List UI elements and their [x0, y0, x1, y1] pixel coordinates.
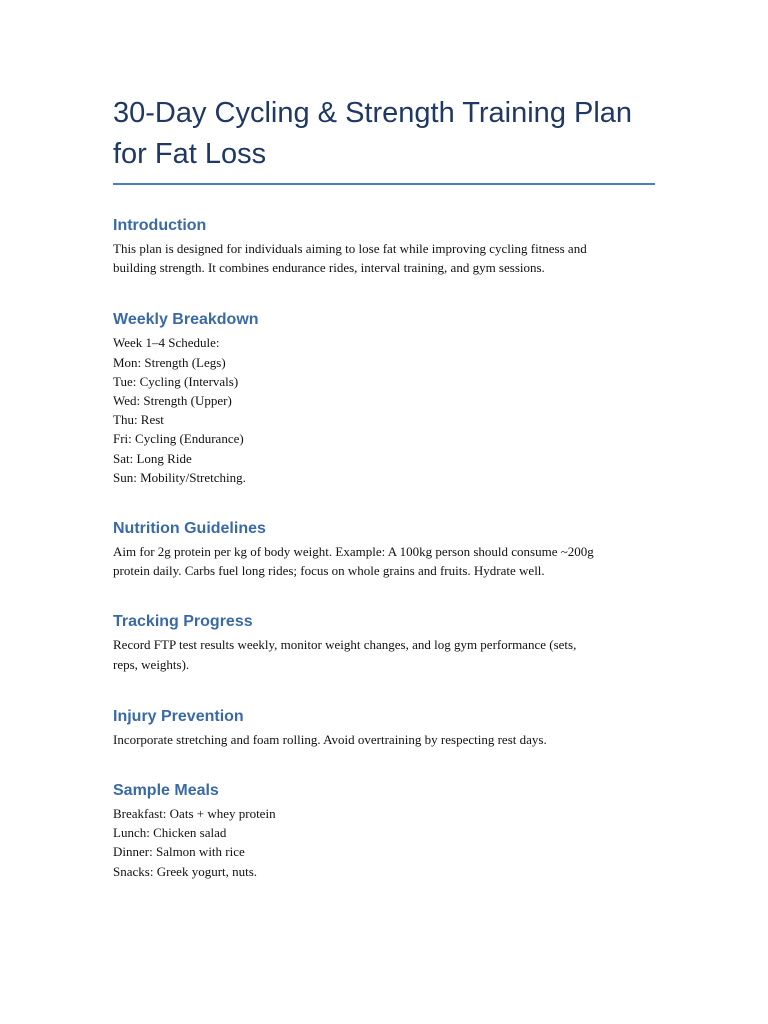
section-injury-prevention [113, 707, 655, 749]
section-heading-nutrition-guidelines: Nutrition Guidelines [113, 520, 266, 538]
section-tracking-progress [113, 612, 655, 673]
body-line: protein daily. Carbs fuel long rides; focus on whole grains and fruits. Hydrate well. [113, 563, 545, 579]
body-line: building strength. It combines endurance rides, interval training, and gym sessions. [113, 260, 545, 276]
section-heading-introduction: Introduction [113, 217, 207, 234]
body-line: This plan is designed for individuals aiming to lose fat while improving cycling fitness and [113, 241, 587, 256]
section-body-nutrition-guidelines [113, 542, 655, 580]
schedule-line: Sun: Mobility/Stretching. [113, 469, 246, 485]
schedule-line: Week 1–4 Schedule: [113, 335, 220, 351]
section-nutrition-guidelines [113, 519, 655, 580]
meal-line: Breakfast: Oats + whey protein [113, 806, 276, 822]
section-body-tracking-progress [113, 635, 655, 673]
section-body-introduction [113, 239, 655, 277]
schedule-line: Mon: Strength (Legs) [113, 354, 226, 370]
schedule-line: Tue: Cycling (Intervals) [113, 373, 239, 389]
document-page [113, 93, 655, 881]
section-heading-injury-prevention: Injury Prevention [113, 707, 244, 725]
schedule-line: Sat: Long Ride [113, 450, 192, 466]
document-title: 30-Day Cycling & Strength Training Plan for Fat Loss [113, 93, 655, 185]
meal-line: Lunch: Chicken salad [113, 825, 227, 841]
body-line: Aim for 2g protein per kg of body weight. Example: A 100kg person should consume ~200g [113, 544, 594, 560]
schedule-line: Fri: Cycling (Endurance) [113, 431, 244, 447]
section-introduction [113, 216, 655, 277]
section-body-injury-prevention [113, 730, 655, 749]
section-weekly-breakdown [113, 310, 655, 487]
meal-line: Snacks: Greek yogurt, nuts. [113, 863, 258, 879]
schedule-line: Wed: Strength (Upper) [113, 393, 232, 409]
body-line: Incorporate stretching and foam rolling. Avoid overtraining by respecting rest days. [113, 731, 547, 747]
section-heading-weekly-breakdown: Weekly Breakdown [113, 311, 259, 329]
section-heading-sample-meals: Sample Meals [113, 782, 219, 800]
schedule-line: Thu: Rest [113, 412, 164, 428]
body-line: Record FTP test results weekly, monitor weight changes, and log gym performance (sets, [113, 637, 577, 653]
section-sample-meals [113, 781, 655, 881]
body-line: reps, weights). [113, 656, 190, 672]
section-body-weekly-breakdown [113, 333, 655, 487]
meal-line: Dinner: Salmon with rice [113, 844, 245, 860]
section-heading-tracking-progress: Tracking Progress [113, 613, 253, 631]
section-body-sample-meals [113, 804, 655, 881]
